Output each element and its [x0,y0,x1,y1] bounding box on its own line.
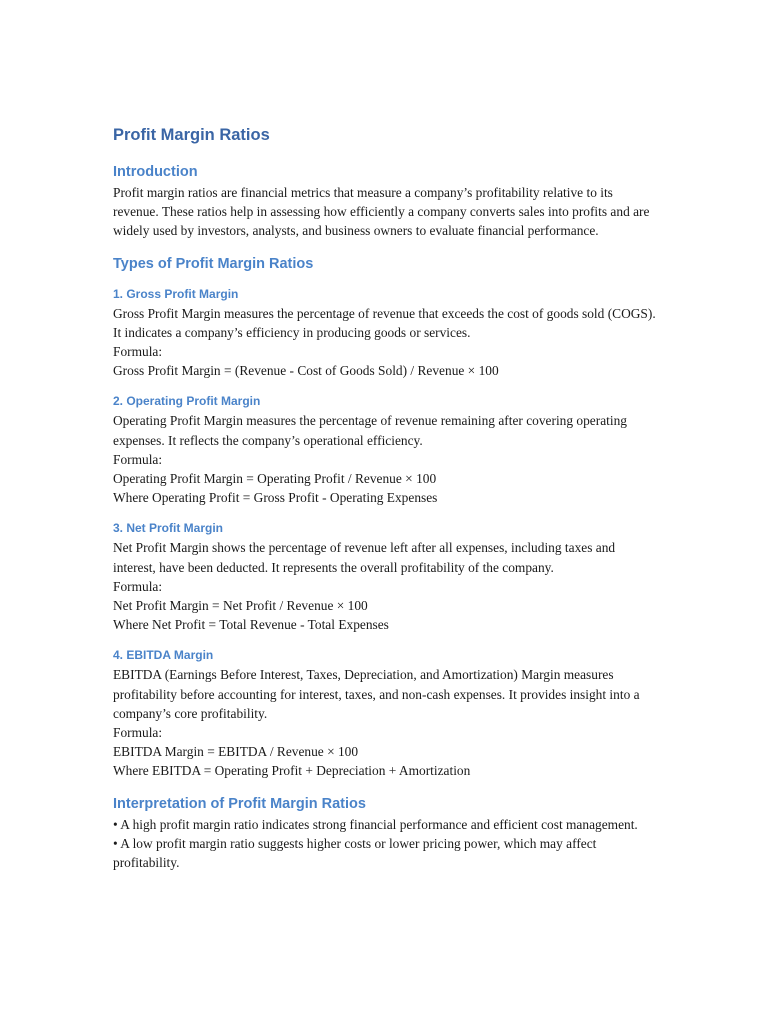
introduction-section [113,162,661,241]
ebitda-where: Where EBITDA = Operating Profit + Depreciation + Amortization [113,763,471,779]
gross-formula: Gross Profit Margin = (Revenue - Cost of Goods Sold) / Revenue × 100 [113,363,499,379]
net-where: Where Net Profit = Total Revenue - Total Expenses [113,617,389,633]
net-margin-paragraph: Net Profit Margin shows the percentage of revenue left after all expenses, including taxes and interest, have been deducted. It represents the overall profitability of the company. [113,540,616,575]
types-heading: Types of Profit Margin Ratios [113,255,314,272]
document-title: Profit Margin Ratios [113,126,270,144]
operating-formula-label: Formula: [113,451,163,467]
interpretation-bullet-high: • A high profit margin ratio indicates strong financial performance and efficient cost management. [113,816,638,832]
interpretation-section [113,794,661,873]
interpretation-bullet-low: • A low profit margin ratio suggests higher costs or lower pricing power, which may affect profitability. [113,835,597,871]
ebitda-formula-label: Formula: [113,725,163,741]
interpretation-heading: Interpretation of Profit Margin Ratios [113,795,366,812]
operating-margin-heading: 2. Operating Profit Margin [113,394,261,409]
gross-formula-label: Formula: [113,344,163,360]
ebitda-margin-paragraph: EBITDA (Earnings Before Interest, Taxes, Depreciation, and Amortization) Margin measures profitability before accounting for interest, taxes, and non-cash expenses. It provides insight into a company’s core profitability. [113,667,640,721]
operating-formula: Operating Profit Margin = Operating Profit / Revenue × 100 [113,471,437,487]
operating-margin-paragraph: Operating Profit Margin measures the percentage of revenue remaining after covering operating expenses. It reflects the company’s operational efficiency. [113,413,627,448]
net-margin-heading: 3. Net Profit Margin [113,521,224,536]
ebitda-formula: EBITDA Margin = EBITDA / Revenue × 100 [113,744,359,760]
introduction-heading: Introduction [113,164,198,180]
operating-where: Where Operating Profit = Gross Profit - Operating Expenses [113,490,438,506]
document-page [113,124,661,872]
net-formula-label: Formula: [113,578,163,594]
introduction-paragraph: Profit margin ratios are financial metrics that measure a company’s profitability relative to its revenue. These ratios help in assessing how efficiently a company converts sales into profits and are widely used by investors, analysts, and business owners to evaluate financial performance. [113,185,650,239]
net-formula: Net Profit Margin = Net Profit / Revenue × 100 [113,598,368,614]
ebitda-margin-heading: 4. EBITDA Margin [113,648,214,663]
types-section [113,254,661,781]
gross-margin-paragraph: Gross Profit Margin measures the percentage of revenue that exceeds the cost of goods sold (COGS). It indicates a company’s efficiency in producing goods or services. [113,305,656,340]
gross-margin-heading: 1. Gross Profit Margin [113,286,239,301]
